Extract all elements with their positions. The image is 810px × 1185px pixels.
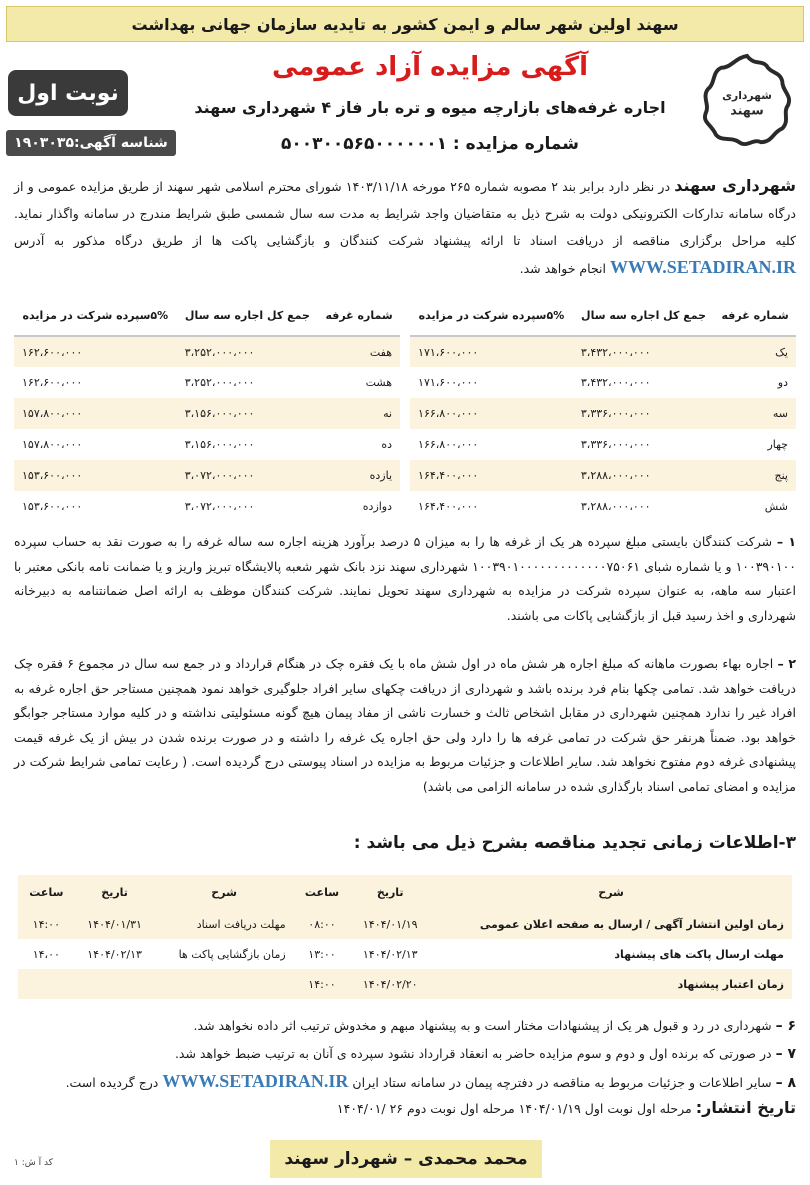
col-header: ۵%سپرده شرکت در مزایده — [405, 296, 573, 336]
col-header: ساعت — [18, 875, 75, 909]
table-cell: ۱۴۰۴/۰۱/۳۱ — [75, 909, 155, 939]
table-cell: ۳،۴۳۲،۰۰۰،۰۰۰ — [573, 336, 714, 367]
table-cell: ۳،۰۷۲،۰۰۰،۰۰۰ — [177, 460, 318, 491]
table-cell: ۱۴،۰۰ — [18, 939, 75, 969]
publication-label: تاریخ انتشار: — [695, 1098, 796, 1117]
page-title: آگهی مزایده آزاد عمومی — [272, 52, 588, 82]
table-cell: یازده — [318, 460, 405, 491]
table-cell: ۱۶۲،۶۰۰،۰۰۰ — [14, 367, 177, 398]
note-6 — [14, 1012, 796, 1040]
table-cell: ۱۵۷،۸۰۰،۰۰۰ — [14, 398, 177, 429]
note-text: شهرداری در رد و قبول هر یک از پیشنهادات مختار است و به پیشنهاد مبهم و مخدوش ترتیب اثر داده نخواهد شد. — [193, 1018, 772, 1033]
schedule-table — [18, 875, 792, 999]
section-3-heading: ۳-اطلاعات زمانی تجدید مناقصه بشرح ذیل می باشد : — [353, 833, 796, 853]
publication-text: مرحله اول نوبت اول ۱۴۰۴/۰۱/۱۹ مرحله اول نوبت دوم ۲۶ /۱۴۰۴/۰۱ — [336, 1101, 692, 1116]
table-cell: ۱۳:۰۰ — [294, 939, 351, 969]
table-cell: مهلت ارسال پاکت های پیشنهاد — [430, 939, 792, 969]
table-cell: سه — [714, 398, 796, 429]
table-cell: ده — [318, 429, 405, 460]
table-cell: ۱۴:۰۰ — [18, 909, 75, 939]
svg-text:سهند: سهند — [730, 103, 764, 119]
table-cell — [18, 969, 75, 999]
notes-block — [14, 1012, 796, 1097]
table-cell: ۱۶۴،۴۰۰،۰۰۰ — [405, 460, 573, 491]
table-cell: ۱۶۶،۸۰۰،۰۰۰ — [405, 398, 573, 429]
svg-text:شهرداری: شهرداری — [722, 89, 772, 103]
table-cell — [155, 969, 294, 999]
clause-number: ۲ – — [777, 656, 797, 671]
table-cell: ۳،۳۳۶،۰۰۰،۰۰۰ — [573, 429, 714, 460]
table-cell: ۱۴۰۴/۰۱/۱۹ — [350, 909, 430, 939]
table-cell: ۱۵۳،۶۰۰،۰۰۰ — [14, 460, 177, 491]
note-number: ۷ – — [775, 1046, 796, 1062]
clause-text: شرکت کنندگان بایستی مبلغ سپرده هر یک از غرفه ها را به میزان ۵ درصد برآورد هزینه اجاره سه ساله غرفه را به صورت نقد به حساب سپرده ۱۰۰۳۹۰۱۰۰ و یا شماره شبای ۱۰۰۳۹۰۱۰۰۰۰۰۰۰۰۰۰۰۰۰۷۵۰۶۱ شهرداری سهند نزد بانک شهر شعبه پالایشگاه تبریز واریز و یا ضمانت نامه بانکی معتبر با اعتبار سه ماهه، به عنوان سپرده شرکت در مزایده به شهرداری سهند تحویل نمایند. شرکت کنندگان موظف به ارائه اصل ضمانتنامه به دبیرخانه شهرداری و اخذ رسید قبل از بازگشایی پاکات می باشند. — [14, 534, 797, 623]
note-number: ۸ – — [775, 1075, 796, 1091]
col-header: شرح — [430, 875, 792, 909]
table-cell: ۰۸:۰۰ — [294, 909, 351, 939]
table-cell: ۳،۳۳۶،۰۰۰،۰۰۰ — [573, 398, 714, 429]
table-row — [14, 429, 796, 460]
table-cell: ۳،۲۸۸،۰۰۰،۰۰۰ — [573, 491, 714, 522]
table-cell: ۱۶۶،۸۰۰،۰۰۰ — [405, 429, 573, 460]
table-row — [18, 969, 792, 999]
table-cell: ۱۴:۰۰ — [294, 969, 351, 999]
col-header: شماره غرفه — [714, 296, 796, 336]
table-row — [14, 367, 796, 398]
table-cell: هفت — [318, 336, 405, 367]
table-cell: ۳،۲۵۲،۰۰۰،۰۰۰ — [177, 367, 318, 398]
page-subtitle: اجاره غرفه‌های بازارچه میوه و تره بار فاز ۴ شهرداری سهند — [194, 98, 666, 117]
table-row — [14, 460, 796, 491]
table-cell: پنج — [714, 460, 796, 491]
sahand-municipality-logo-icon — [698, 52, 796, 150]
ad-id-badge: شناسه آگهی:۱۹۰۳۰۳۵ — [6, 130, 176, 156]
mayor-signature: محمد محمدی – شهردار سهند — [270, 1140, 542, 1178]
table-cell: نه — [318, 398, 405, 429]
table-cell — [75, 969, 155, 999]
col-header: تاریخ — [75, 875, 155, 909]
col-header: تاریخ — [350, 875, 430, 909]
table-cell: ۳،۲۵۲،۰۰۰،۰۰۰ — [177, 336, 318, 367]
table-cell: دوازده — [318, 491, 405, 522]
publication-dates — [337, 1098, 796, 1117]
table-cell: ۳،۲۸۸،۰۰۰،۰۰۰ — [573, 460, 714, 491]
table-cell: دو — [714, 367, 796, 398]
table-header-row — [18, 875, 792, 909]
note-text: در صورتی که برنده اول و دوم و سوم مزایده حاضر به انعقاد قرارداد نشود سپرده ی آنان به ترتیب ضبط خواهد شد. — [174, 1046, 772, 1061]
col-header: ۵%سپرده شرکت در مزایده — [14, 296, 177, 336]
table-cell: شش — [714, 491, 796, 522]
table-row — [14, 398, 796, 429]
note-8 — [14, 1068, 796, 1097]
table-cell: زمان اعتبار پیشنهاد — [430, 969, 792, 999]
table-cell: ۳،۴۳۲،۰۰۰،۰۰۰ — [573, 367, 714, 398]
table-cell: مهلت دریافت اسناد — [155, 909, 294, 939]
table-cell: ۱۴۰۴/۰۲/۱۳ — [75, 939, 155, 969]
intro-tail: انجام خواهد شد. — [519, 261, 606, 276]
intro-paragraph — [14, 172, 796, 282]
table-cell: ۳،۱۵۶،۰۰۰،۰۰۰ — [177, 429, 318, 460]
col-header: شماره غرفه — [318, 296, 405, 336]
table-row — [14, 336, 796, 367]
table-cell: ۱۶۲،۶۰۰،۰۰۰ — [14, 336, 177, 367]
clause-2 — [14, 652, 796, 799]
clause-number: ۱ – — [776, 534, 796, 549]
booth-rent-table — [14, 296, 796, 522]
table-cell: ۱۴۰۴/۰۲/۱۳ — [350, 939, 430, 969]
auction-number: شماره مزایده : ۵۰۰۳۰۰۵۶۵۰۰۰۰۰۰۱ — [280, 134, 580, 154]
table-cell: زمان بازگشایی پاکت ها — [155, 939, 294, 969]
col-header: جمع کل اجاره سه سال — [177, 296, 318, 336]
note-7 — [14, 1040, 796, 1068]
table-row — [14, 491, 796, 522]
note-number: ۶ – — [775, 1018, 796, 1034]
col-header: شرح — [155, 875, 294, 909]
clause-1 — [14, 530, 796, 628]
clause-text: اجاره بهاء بصورت ماهانه که مبلغ اجاره هر شش ماه در اول شش ماه با یک فقره چک در هنگام قرارداد و در جمع سه سال در مجموع ۶ فقره چک دریافت خواهد شد. تمامی چکها بنام فرد برنده باشد و شهرداری از دریافت چکهای سایر افراد جلوگیری خواهد نمود همچنین مستاجر حق اجاره غرفه به افراد غیر را ندارد همچنین شهرداری در مقابل اشخاص ثالث و خسارت ناشی از مفاد پیمان هیچ گونه مسئولیتی نداشته و در کلیه موارد مستاجر جوابگو خواهد بود. ضمناً هرنفر حق شرکت در تمامی غرفه ها را دارد ولی حق اجاره یک غرفه را داشته و در صورت برنده شدن در بیش از یک غرفه قیمت پیشنهادی غرفه دوم مفتوح نخواهد شد. سایر اطلاعات و جزئیات مربوط به مزایده در اسناد پیوستی درج گردیده است. ( رعایت تمامی شرایط شرکت در مزایده و امضای تمامی اسناد بارگذاری شده در سامانه الزامی می باشد) — [14, 656, 796, 794]
table-cell: ۱۶۴،۴۰۰،۰۰۰ — [405, 491, 573, 522]
table-cell: ۱۵۷،۸۰۰،۰۰۰ — [14, 429, 177, 460]
table-cell: یک — [714, 336, 796, 367]
ad-code: کد آ ش: ۱ — [14, 1158, 53, 1168]
col-header: ساعت — [294, 875, 351, 909]
intro-body: در نظر دارد برابر بند ۲ مصوبه شماره ۲۶۵ مورخه ۱۴۰۳/۱۱/۱۸ شورای محترم اسلامی شهر سهند از طریق مزایده عمومی و از درگاه سامانه تدارکات الکترونیکی دولت به شرح ذیل به متقاضیان واجد شرایط به مدت سه سال شمسی طبق شرایط مندرج در سامانه واگذار نماید. کلیه مراحل برگزاری مناقصه از دریافت اسناد تا ارائه پیشنهاد شرکت کنندگان و بازگشایی پاکت ها از طریق درگاه مذکور به آدرس — [14, 179, 796, 248]
table-header-row — [14, 296, 796, 336]
intro-lead: شهرداری سهند — [674, 176, 796, 195]
table-cell: هشت — [318, 367, 405, 398]
noubat-badge: نوبت اول — [8, 70, 128, 116]
note-text: درج گردیده است. — [65, 1075, 159, 1090]
note-text: سایر اطلاعات و جزئیات مربوط به مناقصه در دفترچه پیمان در سامانه ستاد ایران — [352, 1075, 772, 1090]
top-banner: سهند اولین شهر سالم و ایمن کشور به تایدیه سازمان جهانی بهداشت — [6, 6, 804, 42]
table-cell: ۱۴۰۴/۰۲/۲۰ — [350, 969, 430, 999]
table-row — [18, 909, 792, 939]
col-header: جمع کل اجاره سه سال — [573, 296, 714, 336]
table-row — [18, 939, 792, 969]
table-cell: ۱۷۱،۶۰۰،۰۰۰ — [405, 336, 573, 367]
setadiran-link[interactable]: WWW.SETADIRAN.IR — [609, 257, 796, 277]
table-cell: ۳،۱۵۶،۰۰۰،۰۰۰ — [177, 398, 318, 429]
table-cell: زمان اولین انتشار آگهی / ارسال به صفحه اعلان عمومی — [430, 909, 792, 939]
table-cell: ۱۵۳،۶۰۰،۰۰۰ — [14, 491, 177, 522]
setadiran-link[interactable]: WWW.SETADIRAN.IR — [162, 1071, 349, 1091]
table-cell: ۳،۰۷۲،۰۰۰،۰۰۰ — [177, 491, 318, 522]
table-cell: چهار — [714, 429, 796, 460]
table-cell: ۱۷۱،۶۰۰،۰۰۰ — [405, 367, 573, 398]
